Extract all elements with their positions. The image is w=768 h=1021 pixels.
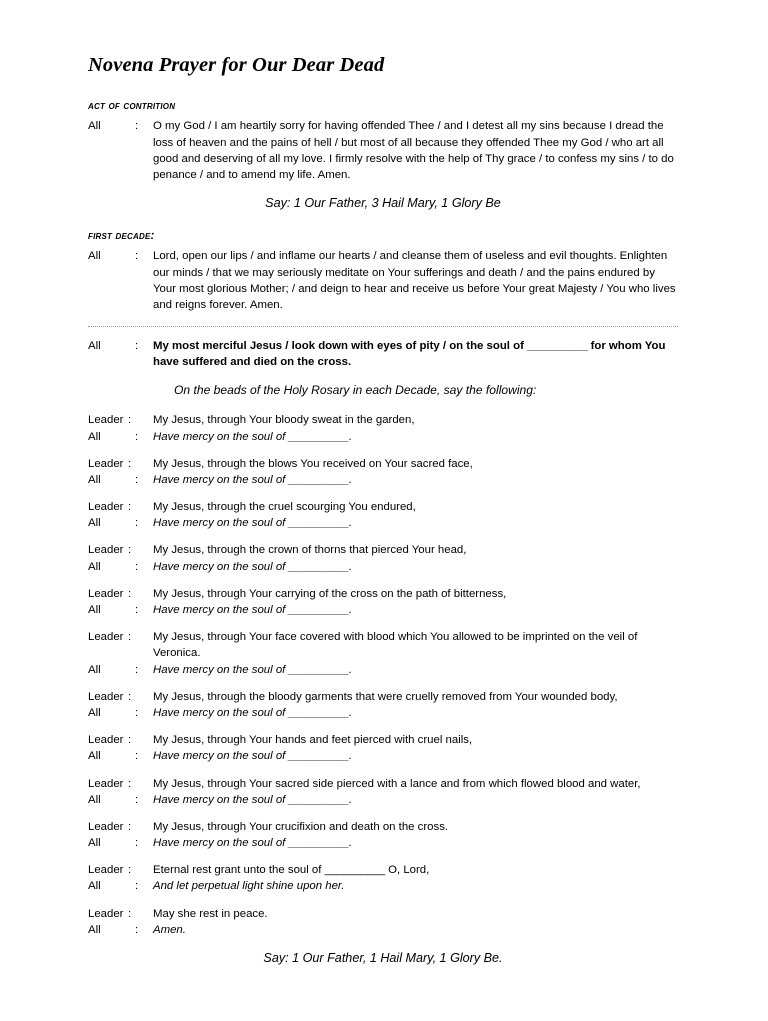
response-text-after-blank: . [348, 517, 353, 530]
invocation-pair [88, 456, 678, 488]
leader-text: My Jesus, through Your carrying of the cross on the path of bitterness, [153, 587, 507, 600]
response-text-before-blank: Have mercy on the soul of [153, 750, 289, 763]
colon-separator: : [128, 820, 132, 833]
leader-row [88, 499, 678, 515]
speaker-label-leader: Leader [88, 414, 124, 427]
leader-text: My Jesus, through the crown of thorns that pierced Your head, [153, 544, 467, 557]
colon-separator: : [135, 923, 139, 936]
response-text-after-blank: . [348, 837, 353, 850]
response-text-before-blank: Have mercy on the soul of [153, 837, 289, 850]
response-row [88, 748, 678, 764]
response-row [88, 792, 678, 808]
colon-separator: : [135, 340, 139, 353]
leader-row [88, 586, 678, 602]
section-heading-act-of-contrition: act of contrition [88, 98, 176, 112]
response-text-before-blank: Have mercy on the soul of [153, 793, 289, 806]
fill-in-blank: __________ [288, 663, 349, 676]
speaker-label-all: All [88, 473, 101, 486]
response-row [88, 662, 678, 678]
response-text-after-blank: . [348, 473, 353, 486]
section-divider [88, 326, 678, 327]
prayer-row-first-decade [88, 248, 678, 313]
leader-row [88, 776, 678, 792]
colon-separator: : [128, 501, 132, 514]
colon-separator: : [128, 864, 132, 877]
fill-in-blank: __________ [288, 837, 349, 850]
response-text-after-blank: . [348, 793, 353, 806]
leader-text: My Jesus, through the cruel scourging You endured, [153, 501, 416, 514]
page-title: Novena Prayer for Our Dear Dead [88, 54, 385, 76]
speaker-label-leader: Leader [88, 690, 124, 703]
speaker-label-leader: Leader [88, 907, 124, 920]
response-row [88, 429, 678, 445]
invocation-pair [88, 819, 678, 851]
response-row [88, 922, 678, 938]
invocation-pair [88, 629, 678, 678]
colon-separator: : [135, 880, 139, 893]
leader-text: My Jesus, through the blows You received on Your sacred face, [153, 457, 473, 470]
fill-in-blank: __________ [288, 473, 349, 486]
leader-text: My Jesus, through the bloody garments that were cruelly removed from Your wounded body, [153, 690, 618, 703]
colon-separator: : [135, 517, 139, 530]
leader-text: My Jesus, through Your sacred side pierced with a lance and from which flowed blood and water, [153, 777, 641, 790]
colon-separator: : [135, 750, 139, 763]
colon-separator: : [135, 663, 139, 676]
speaker-label-all: All [88, 120, 101, 133]
prayer-row-merciful-jesus [88, 338, 678, 370]
fill-in-blank: __________ [527, 340, 588, 353]
response-text-before-blank: Have mercy on the soul of [153, 430, 289, 443]
merciful-jesus-text-before-blank: My most merciful Jesus / look down with eyes of pity / on the soul of [153, 340, 528, 353]
fill-in-blank: __________ [288, 750, 349, 763]
invocation-pair [88, 499, 678, 531]
colon-separator: : [128, 907, 132, 920]
spacer [88, 212, 678, 229]
response-row [88, 515, 678, 531]
merciful-jesus-text-after-blank: for whom You have suffered and died on the cross. [153, 340, 666, 369]
response-text-before-blank: Have mercy on the soul of [153, 706, 289, 719]
response-row [88, 878, 678, 894]
speaker-label-all: All [88, 517, 101, 530]
response-text-before-blank: Have mercy on the soul of [153, 517, 289, 530]
section-heading-first-decade: first decade: [88, 228, 155, 242]
response-text: And let perpetual light shine upon her. [153, 880, 345, 893]
colon-separator: : [135, 430, 139, 443]
invocation-pair [88, 542, 678, 574]
leader-text-after-blank: O, Lord, [384, 864, 430, 877]
response-text [153, 662, 678, 678]
leader-text: My Jesus, through Your crucifixion and death on the cross. [153, 820, 449, 833]
colon-separator: : [135, 793, 139, 806]
invocation-pair [88, 689, 678, 721]
fill-in-blank: __________ [288, 517, 349, 530]
colon-separator: : [135, 706, 139, 719]
response-text-after-blank: . [348, 663, 353, 676]
beads-instruction-line: On the beads of the Holy Rosary in each Decade, say the following: [174, 382, 537, 397]
response-text-after-blank: . [348, 604, 353, 617]
invocation-pair [88, 732, 678, 764]
response-text [153, 835, 678, 851]
response-text [153, 429, 678, 445]
colon-separator: : [135, 837, 139, 850]
document-content [88, 54, 678, 966]
leader-row [88, 689, 678, 705]
speaker-label-all: All [88, 837, 101, 850]
colon-separator: : [128, 734, 132, 747]
leader-row [88, 906, 678, 922]
speaker-label-leader: Leader [88, 501, 124, 514]
prayer-row-act-of-contrition [88, 118, 678, 183]
speaker-label-all: All [88, 750, 101, 763]
colon-separator: : [128, 414, 132, 427]
colon-separator: : [128, 544, 132, 557]
response-text-before-blank: Have mercy on the soul of [153, 560, 289, 573]
prayer-text-act-of-contrition: O my God / I am heartily sorry for having offended Thee / and I detest all my sins because I dread the loss of heaven and the pains of hell / but most of all because they offended Thee my God / who art all good and deserving of all my love. I firmly resolve with the help of Thy grace / to confess my sins / to do penance / and to amend my life. Amen. [153, 120, 674, 182]
speaker-label-leader: Leader [88, 631, 124, 644]
response-row [88, 472, 678, 488]
say-line-act-of-contrition: Say: 1 Our Father, 3 Hail Mary, 1 Glory Be [265, 196, 501, 211]
colon-separator: : [135, 120, 139, 133]
leader-row [88, 412, 678, 428]
leader-row [88, 629, 678, 661]
invocation-pair [88, 906, 678, 938]
response-text-after-blank: . [348, 750, 353, 763]
speaker-label-leader: Leader [88, 864, 124, 877]
invocation-pair [88, 586, 678, 618]
leader-text-before-blank: Eternal rest grant unto the soul of [153, 864, 325, 877]
response-text: Amen. [153, 923, 186, 936]
response-row [88, 602, 678, 618]
leader-text: My Jesus, through Your hands and feet pierced with cruel nails, [153, 734, 473, 747]
prayer-text-first-decade: Lord, open our lips / and inflame our hearts / and cleanse them of useless and evil thoughts. Enlighten our minds / that we may seriously meditate on Your sufferings and death / and the pains endured by Your most glorious Mother; / and deign to hear and receive us before Your great Majesty / You who lives and reigns forever. Amen. [153, 250, 676, 312]
leader-text: May she rest in peace. [153, 907, 268, 920]
speaker-label-leader: Leader [88, 457, 124, 470]
fill-in-blank: __________ [324, 864, 385, 877]
response-text-after-blank: . [348, 430, 353, 443]
colon-separator: : [128, 457, 132, 470]
speaker-label-leader: Leader [88, 587, 124, 600]
invocation-pair [88, 776, 678, 808]
speaker-label-all: All [88, 706, 101, 719]
spacer [88, 398, 678, 412]
response-row [88, 559, 678, 575]
response-text [153, 472, 678, 488]
response-text [153, 602, 678, 618]
response-text-before-blank: Have mercy on the soul of [153, 473, 289, 486]
response-text-before-blank: Have mercy on the soul of [153, 663, 289, 676]
speaker-label-leader: Leader [88, 777, 124, 790]
colon-separator: : [128, 777, 132, 790]
speaker-label-leader: Leader [88, 734, 124, 747]
say-line-closing: Say: 1 Our Father, 1 Hail Mary, 1 Glory Be. [263, 951, 503, 966]
speaker-label-all: All [88, 923, 101, 936]
invocation-pair [88, 862, 678, 894]
speaker-label-leader: Leader [88, 820, 124, 833]
response-text [153, 705, 678, 721]
leader-row [88, 862, 678, 878]
invocation-list [88, 412, 678, 938]
leader-row [88, 819, 678, 835]
colon-separator: : [128, 690, 132, 703]
speaker-label-all: All [88, 250, 101, 263]
speaker-label-all: All [88, 663, 101, 676]
leader-text: My Jesus, through Your face covered with blood which You allowed to be imprinted on the veil of Veronica. [153, 631, 638, 660]
response-row [88, 705, 678, 721]
fill-in-blank: __________ [288, 793, 349, 806]
response-text [153, 748, 678, 764]
colon-separator: : [135, 604, 139, 617]
response-text [153, 559, 678, 575]
colon-separator: : [135, 473, 139, 486]
leader-text [153, 862, 678, 878]
leader-row [88, 732, 678, 748]
fill-in-blank: __________ [288, 604, 349, 617]
leader-row [88, 456, 678, 472]
prayer-text-merciful-jesus [153, 338, 678, 370]
fill-in-blank: __________ [288, 430, 349, 443]
response-text [153, 792, 678, 808]
fill-in-blank: __________ [288, 560, 349, 573]
speaker-label-all: All [88, 880, 101, 893]
response-text-after-blank: . [348, 706, 353, 719]
response-row [88, 835, 678, 851]
colon-separator: : [128, 587, 132, 600]
colon-separator: : [135, 250, 139, 263]
fill-in-blank: __________ [288, 706, 349, 719]
speaker-label-all: All [88, 340, 101, 353]
response-text [153, 515, 678, 531]
colon-separator: : [135, 560, 139, 573]
response-text-after-blank: . [348, 560, 353, 573]
leader-row [88, 542, 678, 558]
speaker-label-leader: Leader [88, 544, 124, 557]
leader-text: My Jesus, through Your bloody sweat in the garden, [153, 414, 415, 427]
speaker-label-all: All [88, 430, 101, 443]
speaker-label-all: All [88, 560, 101, 573]
invocation-pair [88, 412, 678, 444]
speaker-label-all: All [88, 604, 101, 617]
colon-separator: : [128, 631, 132, 644]
speaker-label-all: All [88, 793, 101, 806]
response-text-before-blank: Have mercy on the soul of [153, 604, 289, 617]
